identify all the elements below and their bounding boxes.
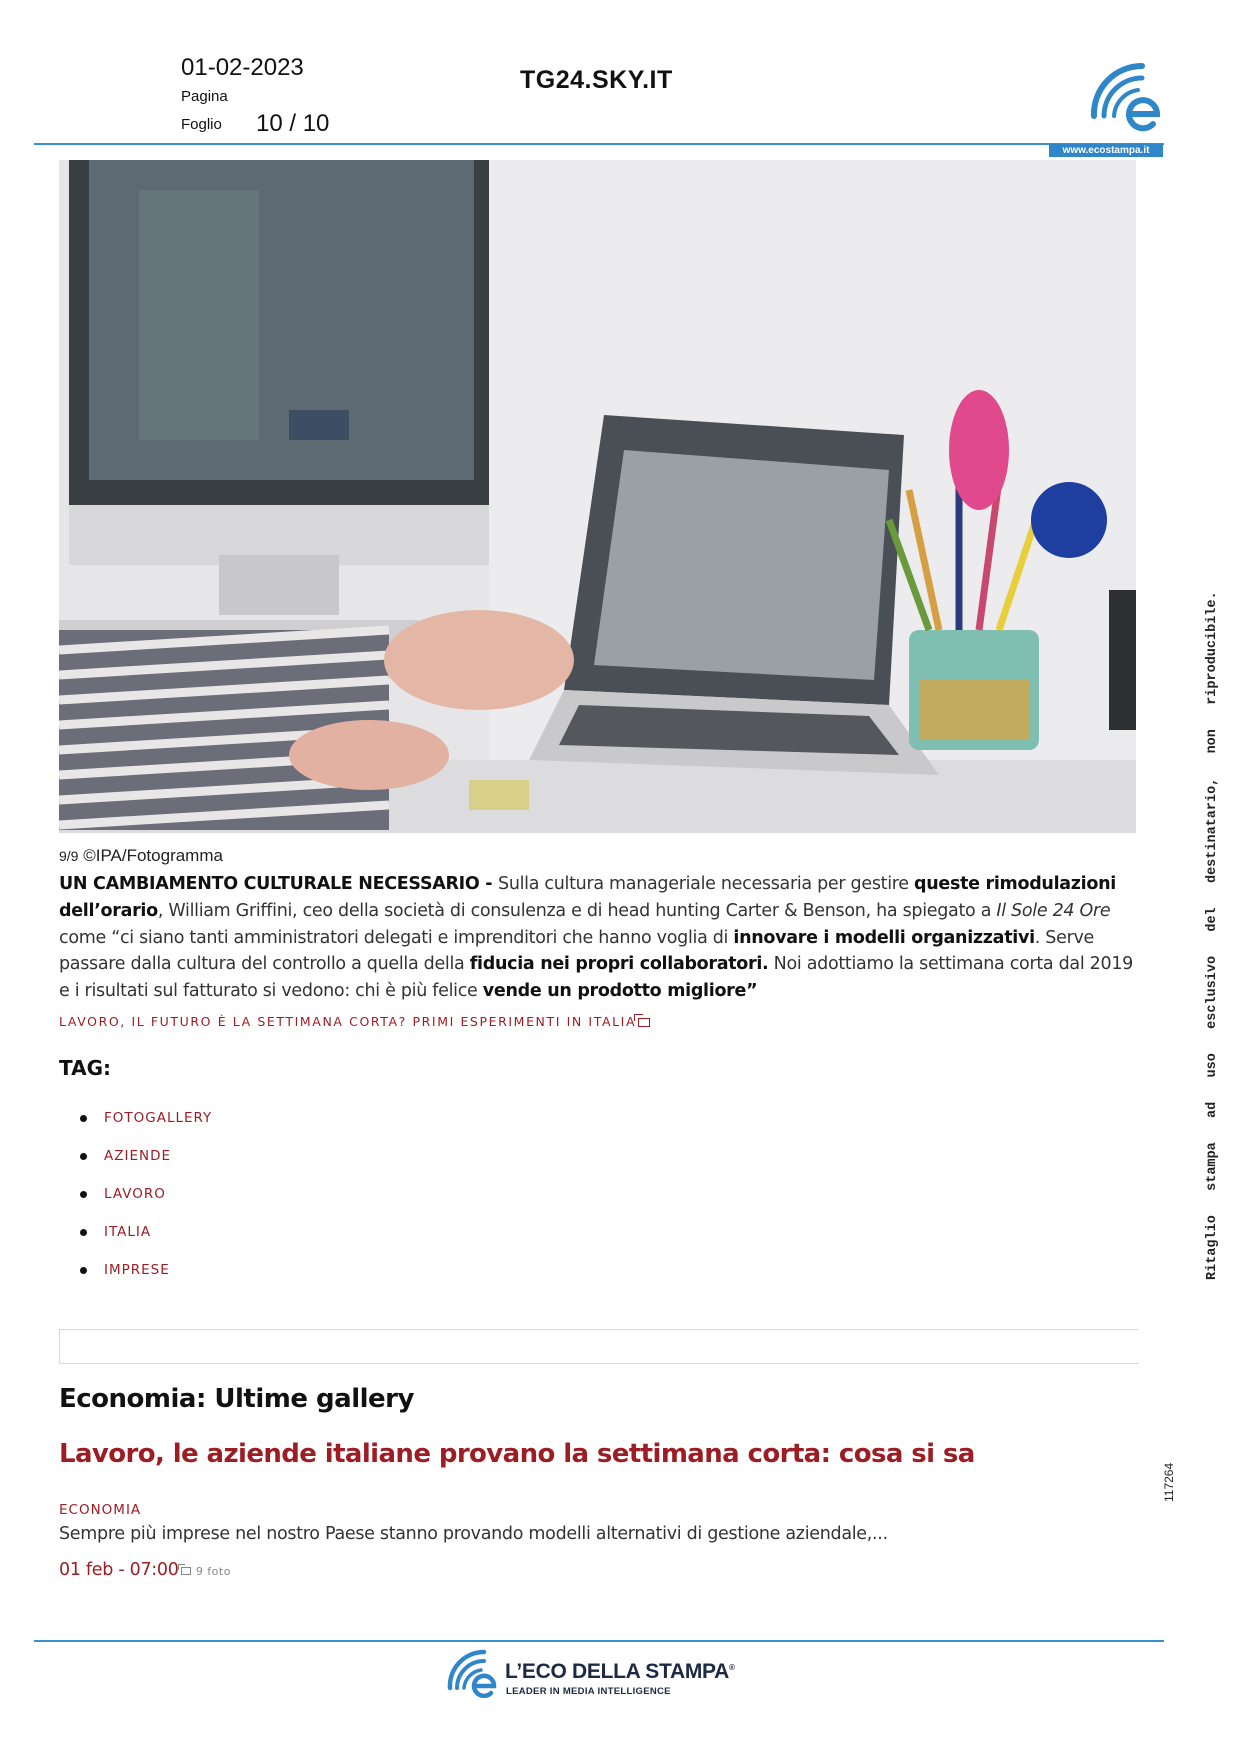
clipping-date: 01-02-2023 xyxy=(181,54,304,81)
text-run: come “ci siano tanti amministratori delegati e imprenditori che hanno voglia di xyxy=(59,927,734,948)
photo-credit: ©IPA/Fotogramma xyxy=(83,846,223,865)
tag-link[interactable]: FOTOGALLERY xyxy=(80,1110,212,1148)
footer-rule xyxy=(34,1640,1164,1642)
text-run: . Serve passare dalla cultura del controllo a quella della xyxy=(59,927,1094,975)
foglio-value: 10 / 10 xyxy=(256,110,330,137)
external-link-icon xyxy=(638,1018,650,1027)
registered-mark: ® xyxy=(729,1663,735,1672)
text-run: Noi adottiamo la settimana corta dal 2019 e i risultati sul fatturato si vedono: chi è più felice xyxy=(59,954,1134,1002)
empty-banner-box xyxy=(59,1329,1138,1364)
footer-brand xyxy=(505,1660,735,1684)
gallery-title-link[interactable]: Lavoro, le aziende italiane provano la settimana corta: cosa si sa xyxy=(59,1439,975,1469)
section-heading: UN CAMBIAMENTO CULTURALE NECESSARIO - xyxy=(59,874,499,894)
related-link-label: LAVORO, IL FUTURO È LA SETTIMANA CORTA? PRIMI ESPERIMENTI IN ITALIA xyxy=(59,1014,637,1029)
text-run: Sulla cultura manageriale necessaria per gestire xyxy=(498,874,915,894)
tag-link[interactable]: AZIENDE xyxy=(80,1148,212,1186)
tag-link[interactable]: ITALIA xyxy=(80,1224,212,1262)
text-run-italic: Il Sole 24 Ore xyxy=(996,900,1111,921)
ecostampa-url: www.ecostampa.it xyxy=(1049,144,1163,157)
tag-list xyxy=(80,1110,212,1300)
related-article-link[interactable] xyxy=(59,1014,650,1029)
gallery-section-heading: Economia: Ultime gallery xyxy=(59,1384,414,1414)
gallery-summary: Sempre più imprese nel nostro Paese stanno provando modelli alternativi di gestione aziendale,... xyxy=(59,1524,888,1544)
article-paragraph xyxy=(59,871,1139,1005)
header-rule xyxy=(34,143,1164,145)
tag-link[interactable]: LAVORO xyxy=(80,1186,212,1224)
text-run-bold: innovare i modelli organizzativi xyxy=(733,927,1035,948)
photo-caption xyxy=(59,846,223,866)
source-title: TG24.SKY.IT xyxy=(520,66,673,94)
copyright-notice: Ritaglio stampa ad uso esclusivo del destinatario, non riproducibile. xyxy=(1205,591,1220,1280)
brand-name: L’ECO DELLA STAMPA xyxy=(505,1660,730,1683)
text-run-bold: fiducia nei propri collaboratori. xyxy=(469,954,769,975)
clipping-code: 117264 xyxy=(1162,1462,1176,1502)
footer-tagline: LEADER IN MEDIA INTELLIGENCE xyxy=(506,1686,671,1697)
eco-della-stampa-logo-icon xyxy=(446,1644,500,1698)
gallery-date: 01 feb - 07:00 xyxy=(59,1560,179,1580)
foglio-label: Foglio xyxy=(181,116,222,133)
text-run: , William Griffini, ceo della società di consulenza e di head hunting Carter & Benson, ha spiegato a xyxy=(157,900,997,921)
text-run-bold: queste rimodulazioni dell’orario xyxy=(59,874,1116,921)
article-photo xyxy=(59,160,1136,833)
pagina-label: Pagina xyxy=(181,88,228,105)
ecostampa-logo-icon xyxy=(1088,56,1164,136)
photo-count: 9 foto xyxy=(195,1565,231,1578)
gallery-icon xyxy=(181,1567,191,1575)
photo-number: 9/9 xyxy=(59,848,79,864)
tags-heading: TAG: xyxy=(59,1056,111,1080)
gallery-category-link[interactable]: ECONOMIA xyxy=(59,1502,142,1518)
text-run-bold: vende un prodotto migliore” xyxy=(482,981,758,1002)
gallery-meta xyxy=(59,1560,231,1580)
tag-link[interactable]: IMPRESE xyxy=(80,1262,212,1300)
